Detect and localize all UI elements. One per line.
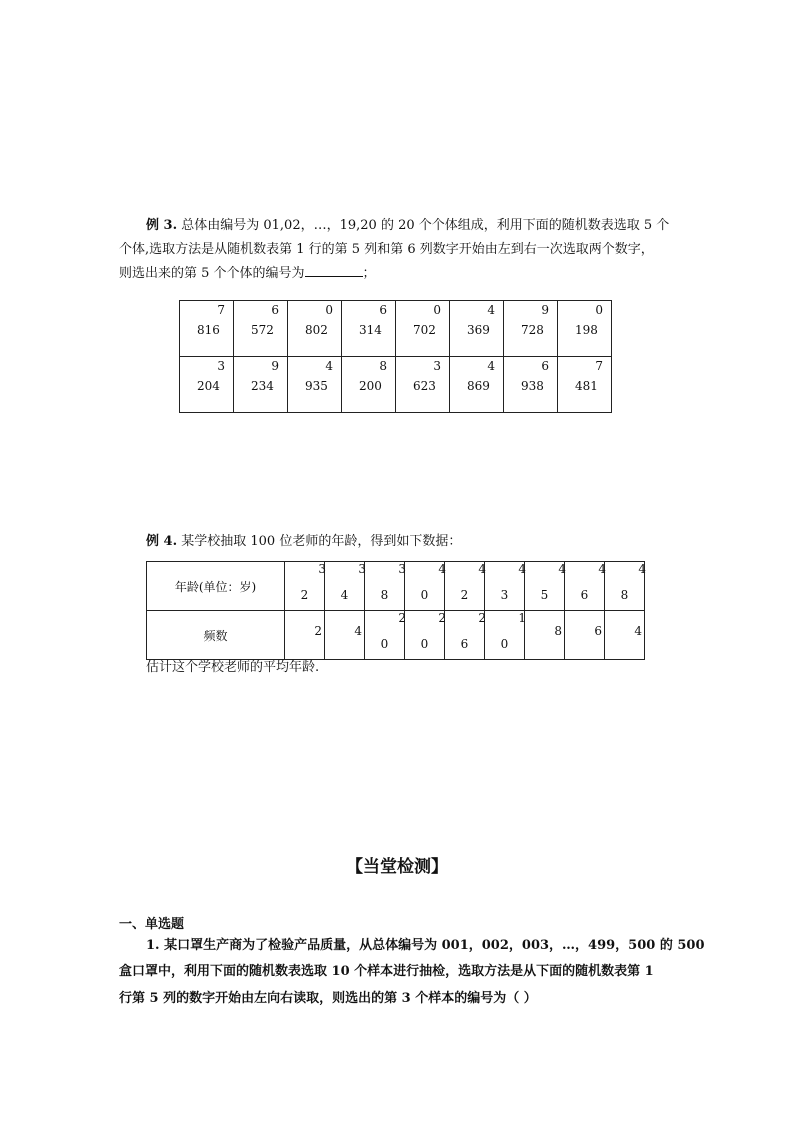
table-cell: 3 204 bbox=[180, 357, 234, 413]
table-row-freqs bbox=[147, 611, 645, 660]
age-cell: 4 0 bbox=[405, 562, 445, 611]
age-cell: 3 2 bbox=[285, 562, 325, 611]
answer-blank[interactable] bbox=[305, 262, 363, 277]
section-title: 【当堂检测】 bbox=[346, 857, 448, 877]
table-row-ages bbox=[147, 562, 645, 611]
table-cell: 9 234 bbox=[234, 357, 288, 413]
table-cell: 6 314 bbox=[342, 301, 396, 357]
frequency-cell: 2 0 bbox=[365, 611, 405, 660]
frequency-cell: 6 bbox=[565, 611, 605, 660]
table-cell: 0 702 bbox=[396, 301, 450, 357]
age-frequency-table bbox=[146, 561, 645, 660]
example3-line3: 则选出来的第 5 个个体的编号为 ； bbox=[119, 262, 376, 286]
frequency-cell: 8 bbox=[525, 611, 565, 660]
example3-label: 例 3. bbox=[146, 218, 178, 233]
frequency-cell: 2 6 bbox=[445, 611, 485, 660]
age-cell: 4 5 bbox=[525, 562, 565, 611]
table-cell: 0 198 bbox=[558, 301, 612, 357]
frequency-cell: 2 0 bbox=[405, 611, 445, 660]
example3-line2: 个体,选取方法是从随机数表第 1 行的第 5 列和第 6 列数字开始由左到右一次选取两个数字， bbox=[119, 242, 654, 257]
example4-label: 例 4. bbox=[146, 534, 178, 549]
frequency-cell: 4 bbox=[325, 611, 365, 660]
table-cell: 7 481 bbox=[558, 357, 612, 413]
age-cell: 4 8 bbox=[605, 562, 645, 611]
frequency-cell: 2 bbox=[285, 611, 325, 660]
example4-line: 例 4. 某学校抽取 100 位老师的年龄，得到如下数据： bbox=[146, 534, 462, 549]
table-cell: 4 369 bbox=[450, 301, 504, 357]
subsection-title: 一、单选题 bbox=[119, 917, 185, 932]
frequency-cell: 1 0 bbox=[485, 611, 525, 660]
question1-line2: 盒口罩中，利用下面的随机数表选取 10 个样本进行抽检，选取方法是从下面的随机数表第 1 bbox=[119, 964, 654, 979]
table-cell: 6 572 bbox=[234, 301, 288, 357]
example3-line1: 例 3. 总体由编号为 01,02，…，19,20 的 20 个个体组成，利用下面的随机数表选取 5 个 bbox=[146, 218, 670, 233]
table-cell: 9 728 bbox=[504, 301, 558, 357]
question1-line1: 1. 某口罩生产商为了检验产品质量，从总体编号为 001，002，003，…，499，500 的 500 bbox=[146, 938, 705, 953]
table-cell: 7 816 bbox=[180, 301, 234, 357]
table-cell: 6 938 bbox=[504, 357, 558, 413]
age-cell: 3 4 bbox=[325, 562, 365, 611]
table-cell: 3 623 bbox=[396, 357, 450, 413]
random-number-table bbox=[179, 300, 612, 413]
example4-note: 估计这个学校老师的平均年龄. bbox=[146, 660, 320, 675]
table-cell: 4 935 bbox=[288, 357, 342, 413]
age-cell: 4 3 bbox=[485, 562, 525, 611]
row-header-age: 年龄(单位：岁) bbox=[147, 562, 285, 611]
question1-line3: 行第 5 列的数字开始由左向右读取，则选出的第 3 个样本的编号为（ ） bbox=[119, 991, 537, 1006]
age-cell: 3 8 bbox=[365, 562, 405, 611]
table-cell: 8 200 bbox=[342, 357, 396, 413]
table-row bbox=[180, 301, 612, 357]
frequency-cell: 4 bbox=[605, 611, 645, 660]
age-cell: 4 2 bbox=[445, 562, 485, 611]
table-cell: 0 802 bbox=[288, 301, 342, 357]
row-header-frequency: 频数 bbox=[147, 611, 285, 660]
age-cell: 4 6 bbox=[565, 562, 605, 611]
table-row bbox=[180, 357, 612, 413]
table-cell: 4 869 bbox=[450, 357, 504, 413]
